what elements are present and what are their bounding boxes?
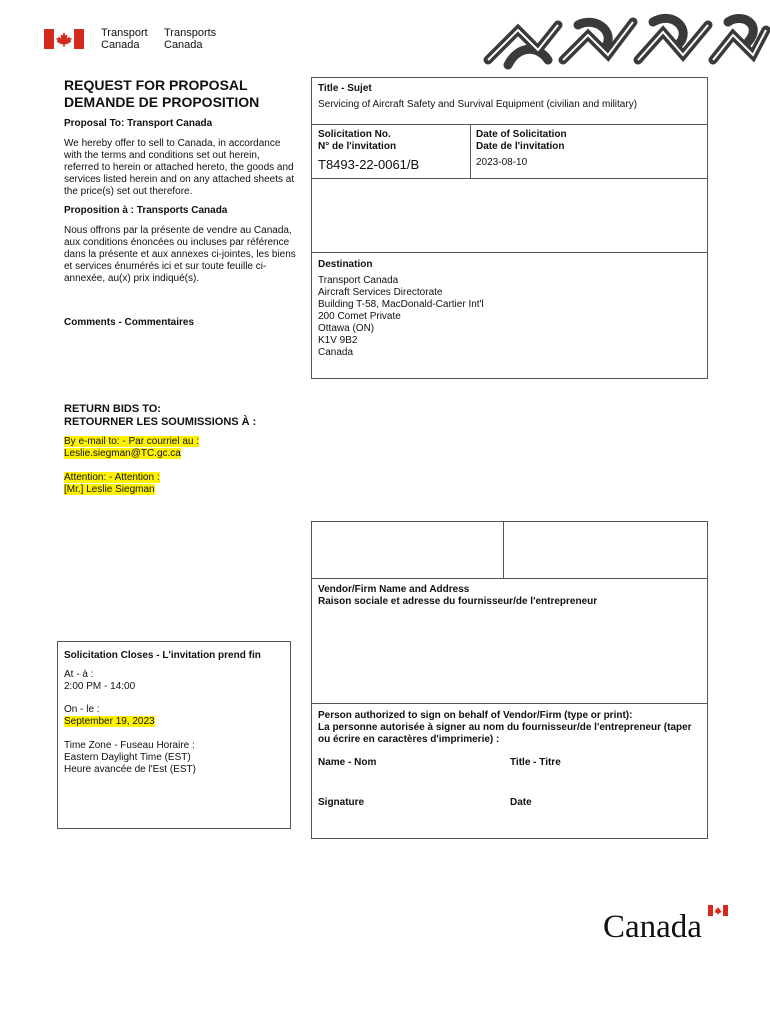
date-label-fr: Date de l'invitation	[476, 141, 565, 152]
solicitation-no-label-fr: N° de l'invitation	[318, 141, 397, 152]
dept-fr-line-1: Transports	[164, 27, 217, 39]
canada-wordmark-text: Canada	[603, 909, 702, 945]
wordmark-flag-icon	[708, 905, 728, 916]
comments-label: Comments - Commentaires	[64, 317, 195, 328]
return-bids-heading	[64, 403, 256, 429]
vendor-box	[311, 521, 708, 839]
authorized-person-label	[318, 710, 704, 746]
offer-text-en: We hereby offer to sell to Canada, in accordance with the terms and conditions set out herein, referred to herein or attached hereto, the goods and services listed herein and on any attached sheets at the price(s) set out therefore.	[64, 138, 295, 197]
dept-en-line-2: Canada	[101, 39, 140, 51]
decorative-pattern-graphic	[478, 10, 770, 70]
on-label: On - le :	[64, 704, 100, 715]
destination-line: Ottawa (ON)	[318, 323, 375, 334]
closing-time-block	[64, 669, 135, 693]
destination-label: Destination	[318, 259, 373, 270]
dept-en-line-1: Transport	[101, 27, 148, 39]
closes-heading: Solicitation Closes - L'invitation prend fin	[64, 650, 261, 661]
email-label: By e-mail to: - Par courriel au :	[64, 436, 200, 447]
destination-line: Aircraft Services Directorate	[318, 287, 443, 298]
proposal-to-fr: Proposition à : Transports Canada	[64, 205, 228, 216]
date-of-solicitation-label	[476, 129, 567, 153]
return-bids-fr: RETOURNER LES SOUMISSIONS À :	[64, 416, 257, 428]
proposal-to-en: Proposal To: Transport Canada	[64, 118, 213, 129]
closing-date-block	[64, 704, 155, 728]
email-address[interactable]: Leslie.siegman@TC.gc.ca	[64, 448, 181, 459]
signature-label: Signature	[318, 797, 365, 808]
title-field-label: Title - Titre	[510, 757, 561, 768]
closing-date: September 19, 2023	[64, 716, 155, 727]
vendor-label-en: Vendor/Firm Name and Address	[318, 584, 470, 595]
destination-line: K1V 9B2	[318, 335, 358, 346]
destination-line: Canada	[318, 347, 354, 358]
title-value: Servicing of Aircraft Safety and Survival Equipment (civilian and military)	[318, 99, 638, 110]
department-name-en	[101, 27, 148, 51]
authorized-person-fr: La personne autorisée à signer au nom du fournisseur/de l'entrepreneur (taper ou écrire en caractères d'imprimerie) :	[318, 722, 692, 745]
vendor-label-fr: Raison sociale et adresse du fournisseur/de l'entrepreneur	[318, 596, 598, 607]
dept-fr-line-2: Canada	[164, 39, 203, 51]
name-label: Name - Nom	[318, 757, 377, 768]
attention-name: [Mr.] Leslie Siegman	[64, 484, 155, 495]
return-bids-en: RETURN BIDS TO:	[64, 403, 161, 415]
solicitation-no-label	[318, 129, 396, 153]
title-label: Title - Sujet	[318, 83, 372, 94]
attention-block	[64, 472, 160, 496]
attention-label: Attention: - Attention :	[64, 472, 160, 483]
solicitation-number: T8493-22-0061/B	[318, 157, 420, 172]
at-label: At - à :	[64, 669, 94, 680]
time-zone-block	[64, 740, 196, 776]
destination-line: Transport Canada	[318, 275, 399, 286]
closing-time: 2:00 PM - 14:00	[64, 681, 136, 692]
canada-wordmark	[603, 905, 729, 949]
time-zone-fr: Heure avancée de l'Est (EST)	[64, 764, 196, 775]
vendor-name-address-label	[318, 584, 597, 608]
canada-flag-icon	[44, 29, 84, 49]
date-label-en: Date of Solicitation	[476, 129, 567, 140]
time-zone-label: Time Zone - Fuseau Horaire :	[64, 740, 195, 751]
destination-line: Building T-58, MacDonald-Cartier Int'l	[318, 299, 484, 310]
authorized-person-en: Person authorized to sign on behalf of Vendor/Firm (type or print):	[318, 710, 633, 721]
time-zone-en: Eastern Daylight Time (EST)	[64, 752, 191, 763]
date-of-solicitation-value: 2023-08-10	[476, 157, 528, 168]
destination-address	[318, 275, 484, 359]
document-title	[64, 77, 259, 111]
destination-line: 200 Comet Private	[318, 311, 401, 322]
solicitation-no-label-en: Solicitation No.	[318, 129, 391, 140]
department-name-fr	[164, 27, 216, 51]
title-en: REQUEST FOR PROPOSAL	[64, 77, 248, 93]
email-block	[64, 436, 199, 460]
title-fr: DEMANDE DE PROPOSITION	[64, 94, 260, 110]
vendor-date-label: Date	[510, 797, 532, 808]
offer-text-fr: Nous offrons par la présente de vendre au Canada, aux conditions énoncées ou incluses par référence dans la présente et aux annexes ci-jointes, les biens et services énumérés ici et sur toute feuille ci-annexée, au(x) prix indiqué(s).	[64, 225, 296, 284]
